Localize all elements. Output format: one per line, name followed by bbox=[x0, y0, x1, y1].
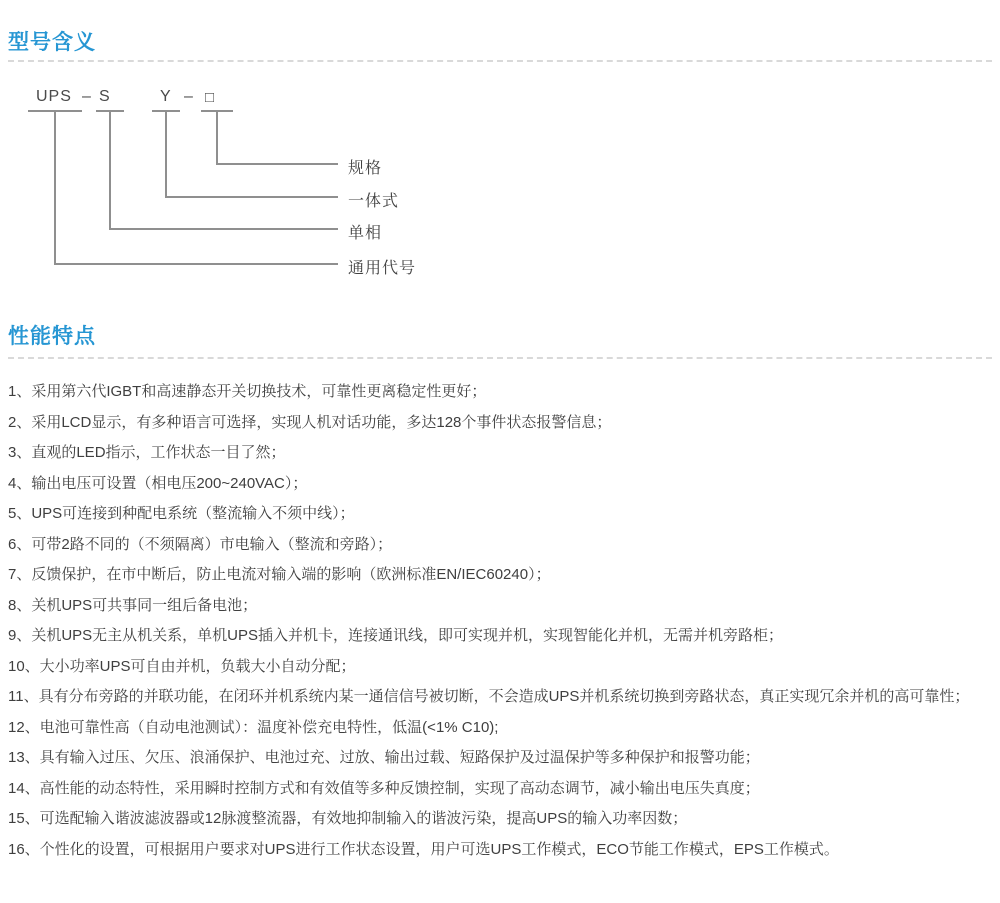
feature-item: 10、大小功率UPS可自由并机，负载大小自动分配； bbox=[8, 657, 356, 675]
connector-line-horizontal bbox=[165, 196, 338, 198]
feature-item: 1、采用第六代IGBT和高速静态开关切换技术，可靠性更离稳定性更好； bbox=[8, 383, 487, 400]
feature-item: 11、具有分布旁路的并联功能，在闭环并机系统内某一通信信号被切断，不会造成UPS并机系统切换到旁路状态，真正实现冗余并机的高可靠性； bbox=[8, 688, 970, 705]
feature-item: 3、直观的LED指示，工作状态一目了然； bbox=[8, 444, 286, 461]
feature-item: 6、可带2路不同的（不须隔离）市电输入（整流和旁路）； bbox=[8, 535, 393, 553]
model-code-diagram bbox=[0, 88, 1000, 298]
section-title-performance-features: 性能特点 bbox=[8, 325, 96, 348]
connector-line-horizontal bbox=[54, 263, 338, 265]
model-code-s: S bbox=[99, 88, 111, 105]
dashed-divider bbox=[8, 357, 992, 359]
feature-item: 13、具有输入过压、欠压、浪涌保护、电池过充、过放、输出过载、短路保护及过温保护等多种保护和报警功能； bbox=[8, 749, 760, 766]
diagram-label-spec: 规格 bbox=[348, 160, 383, 177]
feature-item: 14、高性能的动态特性，采用瞬时控制方式和有效值等多种反馈控制，实现了高动态调节，减小输出电压失真度； bbox=[8, 779, 760, 797]
connector-line-horizontal bbox=[216, 163, 338, 165]
connector-line-horizontal bbox=[109, 228, 338, 230]
dashed-divider bbox=[8, 60, 992, 62]
connector-line-vertical bbox=[54, 110, 56, 263]
connector-line-vertical bbox=[109, 110, 111, 228]
feature-item: 8、关机UPS可共事同一组后备电池； bbox=[8, 596, 258, 614]
model-code-placeholder-box: □ bbox=[205, 89, 216, 106]
model-code-y: Y bbox=[160, 88, 172, 105]
feature-item: 12、电池可靠性高（自动电池测试）：温度补偿充电特性，低温(<1% C10); bbox=[8, 718, 499, 736]
diagram-label-single-phase: 单相 bbox=[348, 225, 383, 242]
diagram-label-integrated: 一体式 bbox=[348, 193, 400, 210]
feature-item: 16、个性化的设置，可根据用户要求对UPS进行工作状态设置，用户可选UPS工作模式，ECO节能工作模式，EPS工作模式。 bbox=[8, 840, 839, 858]
feature-item: 4、输出电压可设置（相电压200~240VAC）； bbox=[8, 474, 308, 492]
feature-item: 15、可选配输入谐波滤波器或12脉渡整流器，有效地抑制输入的谐波污染，提高UPS的输入功率因数； bbox=[8, 810, 688, 827]
feature-item: 7、反馈保护，在市中断后，防止电流对输入端的影响（欧洲标准EN/IEC60240）； bbox=[8, 566, 551, 583]
feature-item: 9、关机UPS无主从机关系，单机UPS插入并机卡，连接通讯线，即可实现并机，实现智能化并机，无需并机旁路柜； bbox=[8, 627, 784, 644]
connector-line-vertical bbox=[165, 110, 167, 196]
section-title-model-meaning: 型号含义 bbox=[8, 31, 96, 54]
diagram-label-general-code: 通用代号 bbox=[348, 260, 417, 277]
features-list bbox=[8, 377, 995, 865]
feature-item: 2、采用LCD显示，有多种语言可选择，实现人机对话功能，多达128个事件状态报警信息； bbox=[8, 413, 612, 431]
model-code-dash: – bbox=[184, 88, 194, 105]
feature-item: 5、UPS可连接到种配电系统（整流输入不须中线）； bbox=[8, 505, 355, 522]
model-code-dash: – bbox=[82, 88, 92, 105]
model-code-ups: UPS bbox=[36, 88, 72, 105]
connector-line-vertical bbox=[216, 110, 218, 163]
